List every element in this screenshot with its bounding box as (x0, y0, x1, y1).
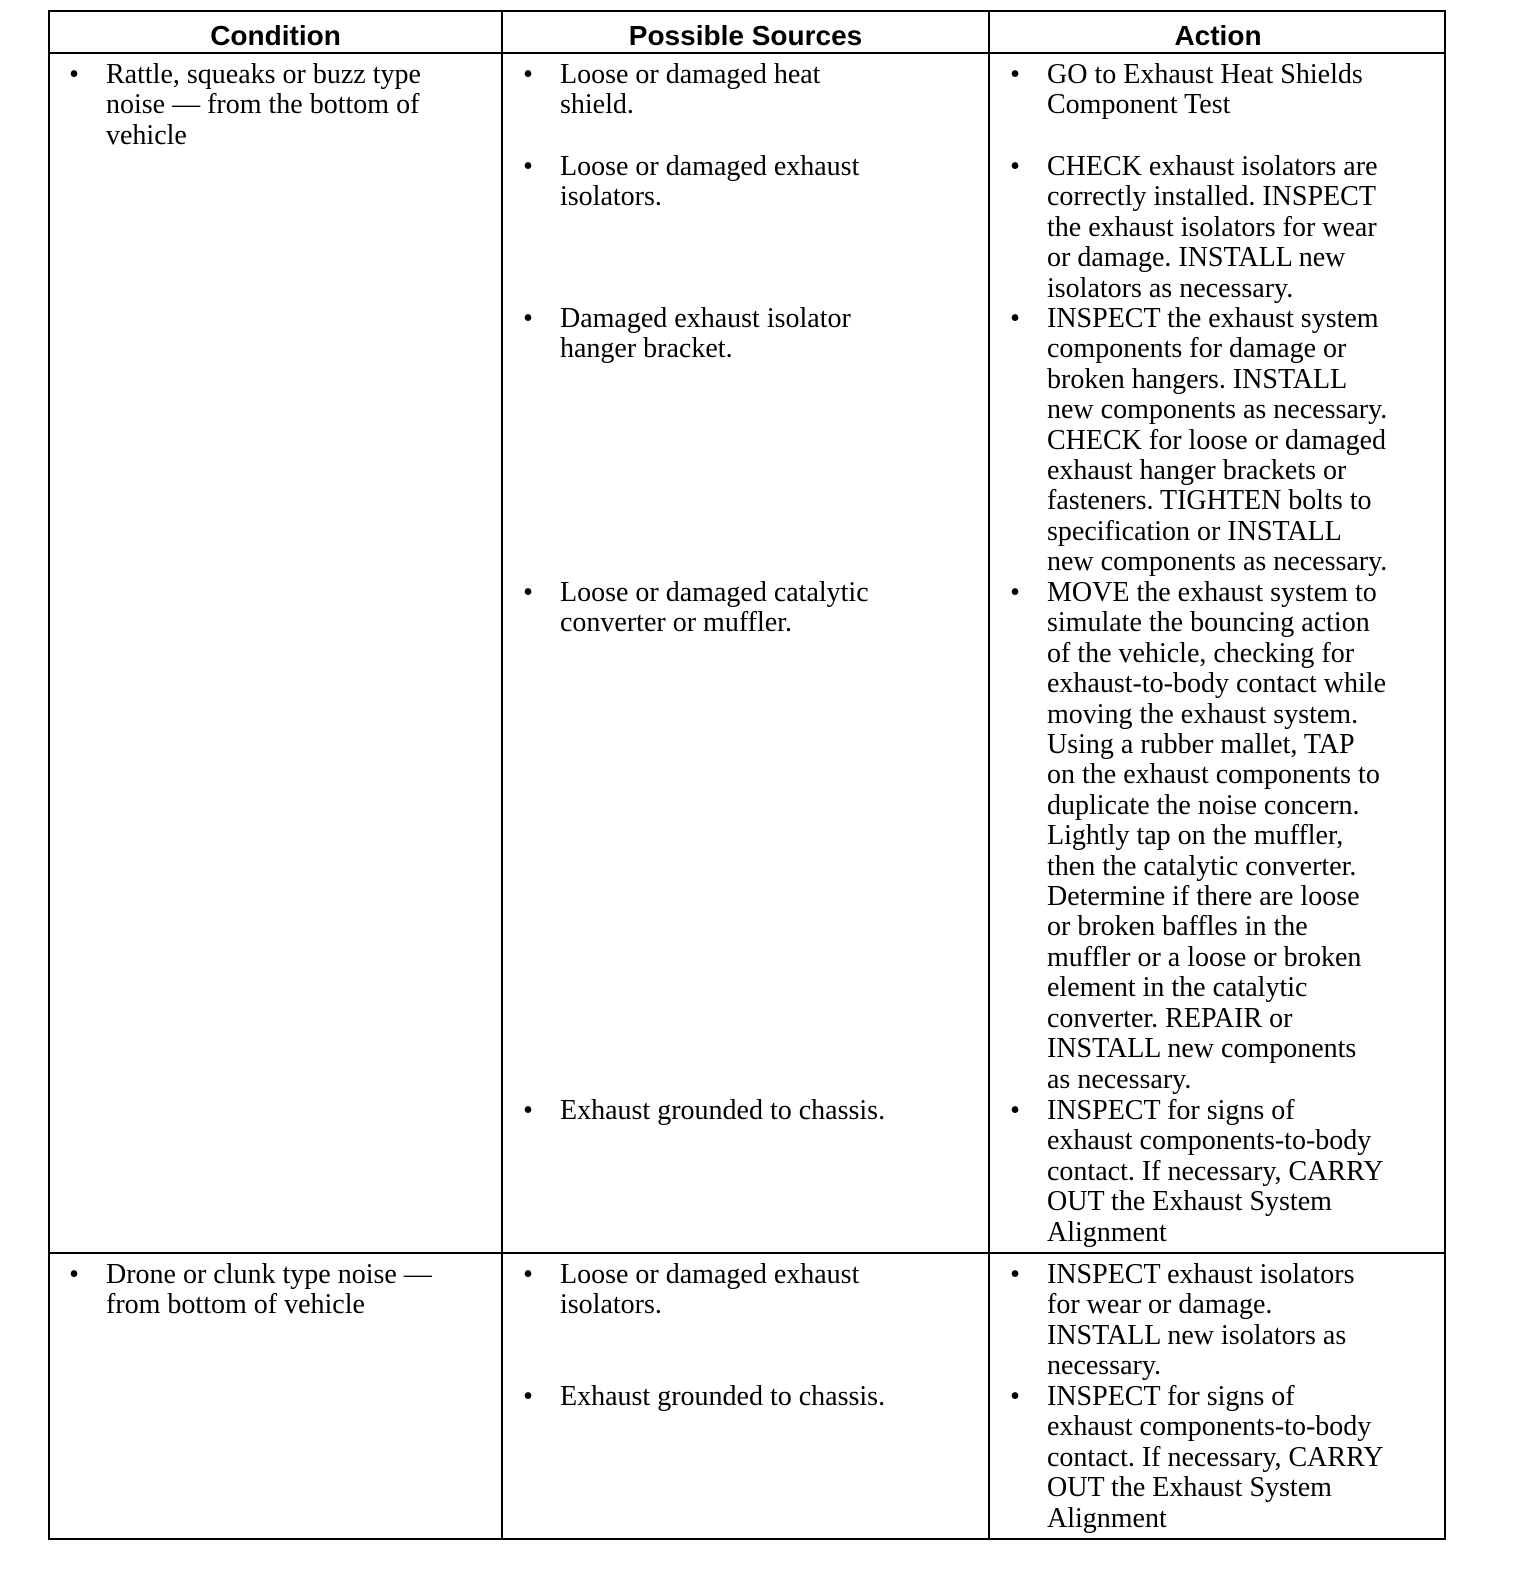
bullet: • (1010, 59, 1020, 90)
action-text: CHECK exhaust isolators are correctly installed. INSPECT the exhaust isolators for wear or damage. INSTALL new isolators as necessary. (1047, 151, 1378, 304)
row-divider (50, 1252, 1444, 1254)
source-item (523, 577, 1000, 639)
source-text: Loose or damaged heat shield. (560, 59, 821, 121)
action-text: GO to Exhaust Heat Shields Component Test (1047, 59, 1363, 121)
bullet: • (523, 577, 533, 608)
bullet: • (523, 1259, 533, 1290)
action-item (1010, 151, 1431, 304)
action-text: MOVE the exhaust system to simulate the bouncing action of the vehicle, checking for exhaust-to-body contact while moving the exhaust system. Using a rubber mallet, TAP on the exhaust components to duplicate the noise concern. Lightly tap on the muffler, then the catalytic converter. Determine if there are loose or broken baffles in the muffler or a loose or broken element in the catalytic converter. REPAIR or INSTALL new components as necessary. (1047, 577, 1387, 1095)
bullet: • (1010, 577, 1020, 608)
bullet: • (523, 151, 533, 182)
bullet: • (1010, 151, 1020, 182)
bullet: • (1010, 1259, 1020, 1290)
bullet: • (523, 303, 533, 334)
condition-cell (69, 1259, 486, 1321)
column-divider (501, 12, 503, 1538)
condition-cell (69, 59, 486, 151)
source-item (523, 1381, 1000, 1412)
action-text: INSPECT the exhaust system components for damage or broken hangers. INSTALL new components as necessary. CHECK for loose or damaged exhaust hanger brackets or fasteners. TIGHTEN bolts to specification or INSTALL new components as necessary. (1047, 303, 1388, 578)
bullet: • (523, 1381, 533, 1412)
source-item (523, 303, 1000, 365)
action-item (1010, 59, 1431, 121)
source-item (523, 151, 1000, 213)
source-item (523, 1259, 1000, 1321)
action-text: INSPECT exhaust isolators for wear or damage. INSTALL new isolators as necessary. (1047, 1259, 1355, 1382)
source-text: Exhaust grounded to chassis. (560, 1381, 886, 1412)
bullet: • (523, 59, 533, 90)
troubleshooting-table (48, 10, 1446, 1540)
source-text: Exhaust grounded to chassis. (560, 1095, 886, 1126)
bullet: • (69, 1259, 79, 1290)
action-item (1010, 1095, 1431, 1248)
source-item (523, 59, 1000, 121)
condition-text: Drone or clunk type noise — from bottom of vehicle (106, 1259, 432, 1321)
source-item (523, 1095, 1000, 1126)
action-item (1010, 577, 1431, 1095)
source-text: Loose or damaged exhaust isolators. (560, 1259, 860, 1321)
source-text: Damaged exhaust isolator hanger bracket. (560, 303, 851, 365)
action-item (1010, 1259, 1431, 1382)
header-action: Action (1174, 20, 1262, 51)
header-possible-sources: Possible Sources (628, 20, 863, 51)
source-text: Loose or damaged exhaust isolators. (560, 151, 860, 213)
bullet: • (1010, 1095, 1020, 1126)
action-item (1010, 1381, 1431, 1534)
action-text: INSPECT for signs of exhaust components-to-body contact. If necessary, CARRY OUT the Exhaust System Alignment (1047, 1095, 1384, 1248)
bullet: • (1010, 1381, 1020, 1412)
action-text: INSPECT for signs of exhaust components-to-body contact. If necessary, CARRY OUT the Exhaust System Alignment (1047, 1381, 1384, 1534)
source-text: Loose or damaged catalytic converter or muffler. (560, 577, 869, 639)
bullet: • (1010, 303, 1020, 334)
bullet: • (523, 1095, 533, 1126)
bullet: • (69, 59, 79, 90)
condition-text: Rattle, squeaks or buzz type noise — from the bottom of vehicle (106, 59, 421, 151)
action-item (1010, 303, 1431, 578)
header-condition: Condition (210, 20, 341, 51)
